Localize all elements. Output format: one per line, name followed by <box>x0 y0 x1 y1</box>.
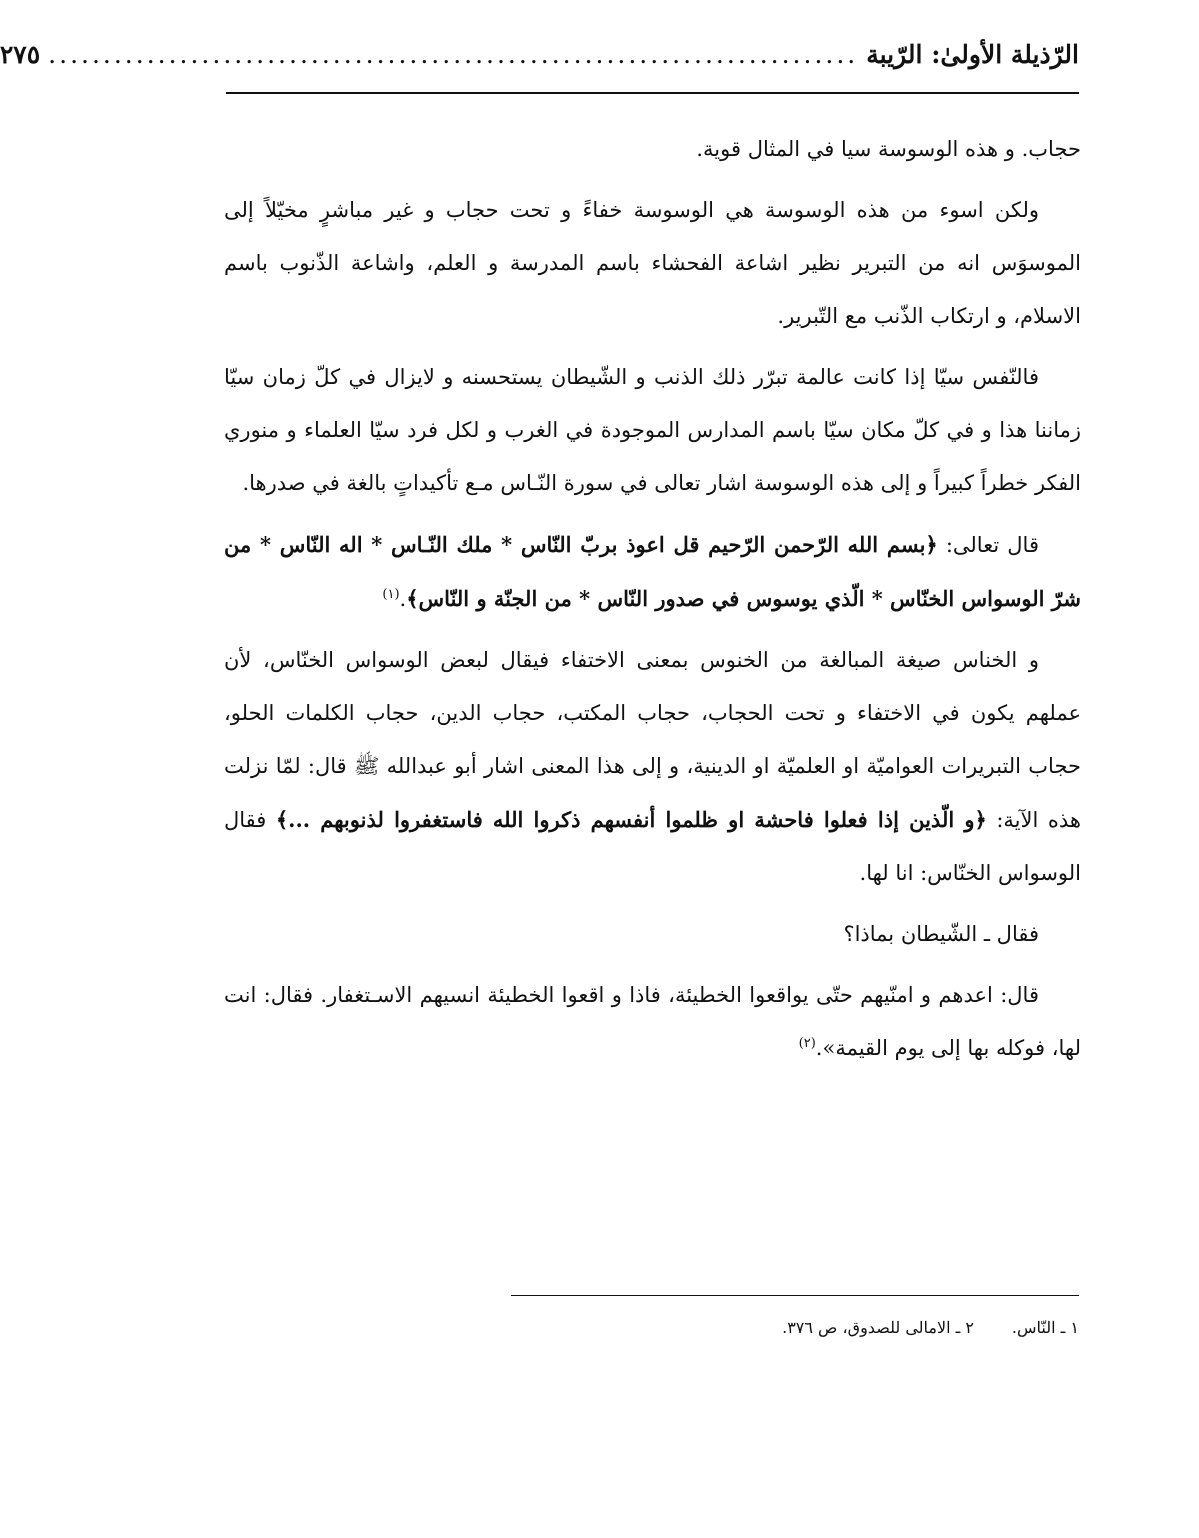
header-rule <box>226 92 1079 94</box>
text-run: فقال الوسواس الخنّاس: انا لها. <box>224 808 1081 885</box>
leader-dots: .......................................................................... <box>48 40 859 69</box>
footnote-ref: (١) <box>382 587 400 602</box>
paragraph <box>224 969 1081 1075</box>
period: . <box>399 587 407 611</box>
text-run: قال: اعدهم و امنّيهم حتّى يواقعوا الخطيئة، فاذا و اقعوا الخطيئة انسيهم الاسـتغفار. فقال: انت لها، فوكله بها إلى يوم القيمة». <box>224 983 1081 1060</box>
quran-quote-paragraph <box>224 518 1081 626</box>
quran-verse: ﴿بسم الله الرّحمن الرّحيم قل اعوذ بربّ النّاس * ملك النّـاس * اله النّاس * من شرّ الوسواس الخنّاس * الّذي يوسوس في صدور النّاس * من الجنّة و النّاس﴾ <box>224 532 1081 611</box>
chapter-title: الرّذيلة الأولیٰ: الرّيبة <box>866 40 1079 69</box>
quote-intro: قال تعالى: <box>937 533 1039 557</box>
footnote-ref: (٢) <box>798 1036 816 1051</box>
footnote-2: ٢ ـ الامالى للصدوق، ص ٣٧٦. <box>782 1318 974 1337</box>
footnote-rule <box>511 1295 1079 1296</box>
paragraph: حجاب. و هذه الوسوسة سيا في المثال قوية. <box>696 137 1081 161</box>
body-text <box>224 123 1081 1083</box>
running-header <box>0 40 1079 80</box>
paragraph: ولكن اسوء من هذه الوسوسة هي الوسوسة خفاءً و تحت حجاب و غير مباشرٍ مخيّلاً إلى الموسوَس انه من التبرير نظير اشاعة الفحشاء باسم المدرسة و العلم، واشاعة الذّنوب باسم الاسلام، و ارتكاب الذّنب مع التّبرير. <box>224 198 1081 328</box>
text-run: و الخناس صيغة المبالغة من الخنوس بمعنى الاختفاء فيقال لبعض الوسواس الخنّاس، لأن عملهم يكون في الاختفاء و تحت الحجاب، حجاب المكتب، حجاب الدين، حجاب الكلمات الحلو، حجاب التبريرات العواميّة او العلميّة او الدينية، و إلى هذا المعنى اشار أبو عبدالله ﷺ قال: لمّا نزلت هذه الآية: <box>224 648 1081 832</box>
quran-verse: ﴿و الّذين إذا فعلوا فاحشة او ظلموا أنفسهم ذكروا الله فاستغفروا لذنوبهم ...﴾ <box>275 807 987 832</box>
paragraph: فقال ـ الشّيطان بماذا؟ <box>843 922 1039 946</box>
footnotes <box>506 1318 1079 1337</box>
paragraph: فالنّفس سيّا إذا كانت عالمة تبرّر ذلك الذنب و الشّيطان يستحسنه و لايزال في كلّ زمان سيّا زماننا هذا و في كلّ مكان سيّا باسم المدارس الموجودة في الغرب و لكل فرد سيّا العلماء و منوري الفكر خطراً كبيراً و إلى هذه الوسوسة اشار تعالى في سورة النّـاس مـع تأكيداتٍ بالغة في صدرها. <box>224 365 1081 495</box>
page-number: ٢٧٥ <box>0 40 41 69</box>
footnote-1: ١ ـ النّاس. <box>1011 1318 1079 1337</box>
paragraph <box>224 634 1081 900</box>
